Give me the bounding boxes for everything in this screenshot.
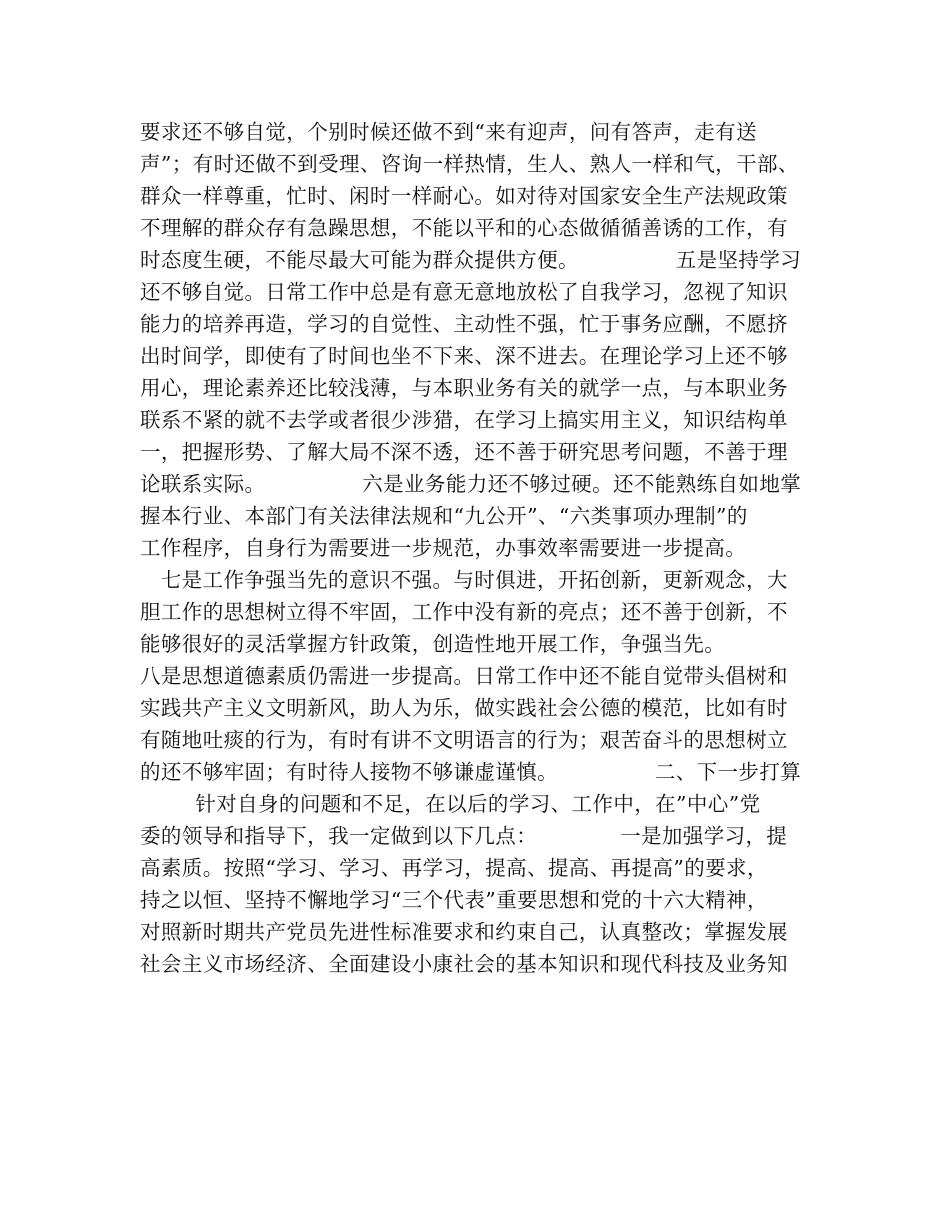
text-line: 出时间学，即使有了时间也坐不下来、深不进去。在理论学习上还不够 bbox=[140, 344, 788, 368]
text-line: 实践共产主义文明新风，助人为乐，做实践社会公德的模范，比如有时 bbox=[140, 696, 788, 720]
text-line: 社会主义市场经济、全面建设小康社会的基本知识和现代科技及业务知 bbox=[140, 952, 788, 976]
text-line: 能够很好的灵活掌握方针政策，创造性地开展工作，争强当先。 bbox=[140, 632, 726, 656]
body-text bbox=[140, 116, 820, 980]
text-line: 针对自身的问题和不足，在以后的学习、工作中，在”中心”党 bbox=[140, 792, 761, 816]
text-line: 持之以恒、坚持不懈地学习“三个代表”重要思想和党的十六大精神， bbox=[140, 888, 768, 912]
text-line: 有随地吐痰的行为，有时有讲不文明语言的行为；艰苦奋斗的思想树立 bbox=[140, 728, 788, 752]
text-line: 一，把握形势、了解大局不深不透，还不善于研究思考问题，不善于理 bbox=[140, 440, 788, 464]
text-line: 论联系实际。 六是业务能力还不够过硬。还不能熟练自如地掌 bbox=[140, 472, 802, 496]
text-line: 要求还不够自觉，个别时候还做不到“来有迎声，问有答声，走有送 bbox=[140, 120, 757, 144]
text-line: 七是工作争强当先的意识不强。与时俱进，开拓创新，更新观念，大 bbox=[140, 568, 788, 592]
text-line: 能力的培养再造，学习的自觉性、主动性不强，忙于事务应酬，不愿挤 bbox=[140, 312, 788, 336]
text-line: 胆工作的思想树立得不牢固，工作中没有新的亮点；还不善于创新，不 bbox=[140, 600, 788, 624]
text-line: 不理解的群众存有急躁思想，不能以平和的心态做循循善诱的工作，有 bbox=[140, 216, 788, 240]
text-line: 对照新时期共产党员先进性标准要求和约束自己，认真整改；掌握发展 bbox=[140, 920, 788, 944]
text-line: 工作程序，自身行为需要进一步规范，办事效率需要进一步提高。 bbox=[140, 536, 747, 560]
text-line: 的还不够牢固；有时待人接物不够谦虚谨慎。 二、下一步打算 bbox=[140, 760, 802, 784]
text-line: 联系不紧的就不去学或者很少涉猎，在学习上搞实用主义，知识结构单 bbox=[140, 408, 788, 432]
text-line: 时态度生硬，不能尽最大可能为群众提供方便。 五是坚持学习 bbox=[140, 248, 802, 272]
text-line: 用心，理论素养还比较浅薄，与本职业务有关的就学一点，与本职业务 bbox=[140, 376, 788, 400]
text-line: 八是思想道德素质仍需进一步提高。日常工作中还不能自觉带头倡树和 bbox=[140, 664, 788, 688]
text-line: 握本行业、本部门有关法律法规和“九公开”、“六类事项办理制”的 bbox=[140, 504, 748, 528]
text-line: 声”；有时还做不到受理、咨询一样热情，生人、熟人一样和气，干部、 bbox=[140, 152, 799, 176]
text-line: 委的领导和指导下，我一定做到以下几点： 一是加强学习，提 bbox=[140, 824, 788, 848]
text-line: 还不够自觉。日常工作中总是有意无意地放松了自我学习，忽视了知识 bbox=[140, 280, 788, 304]
text-line: 群众一样尊重，忙时、闲时一样耐心。如对待对国家安全生产法规政策 bbox=[140, 184, 788, 208]
text-line: 高素质。按照“学习、学习、再学习，提高、提高、再提高”的要求， bbox=[140, 856, 768, 880]
